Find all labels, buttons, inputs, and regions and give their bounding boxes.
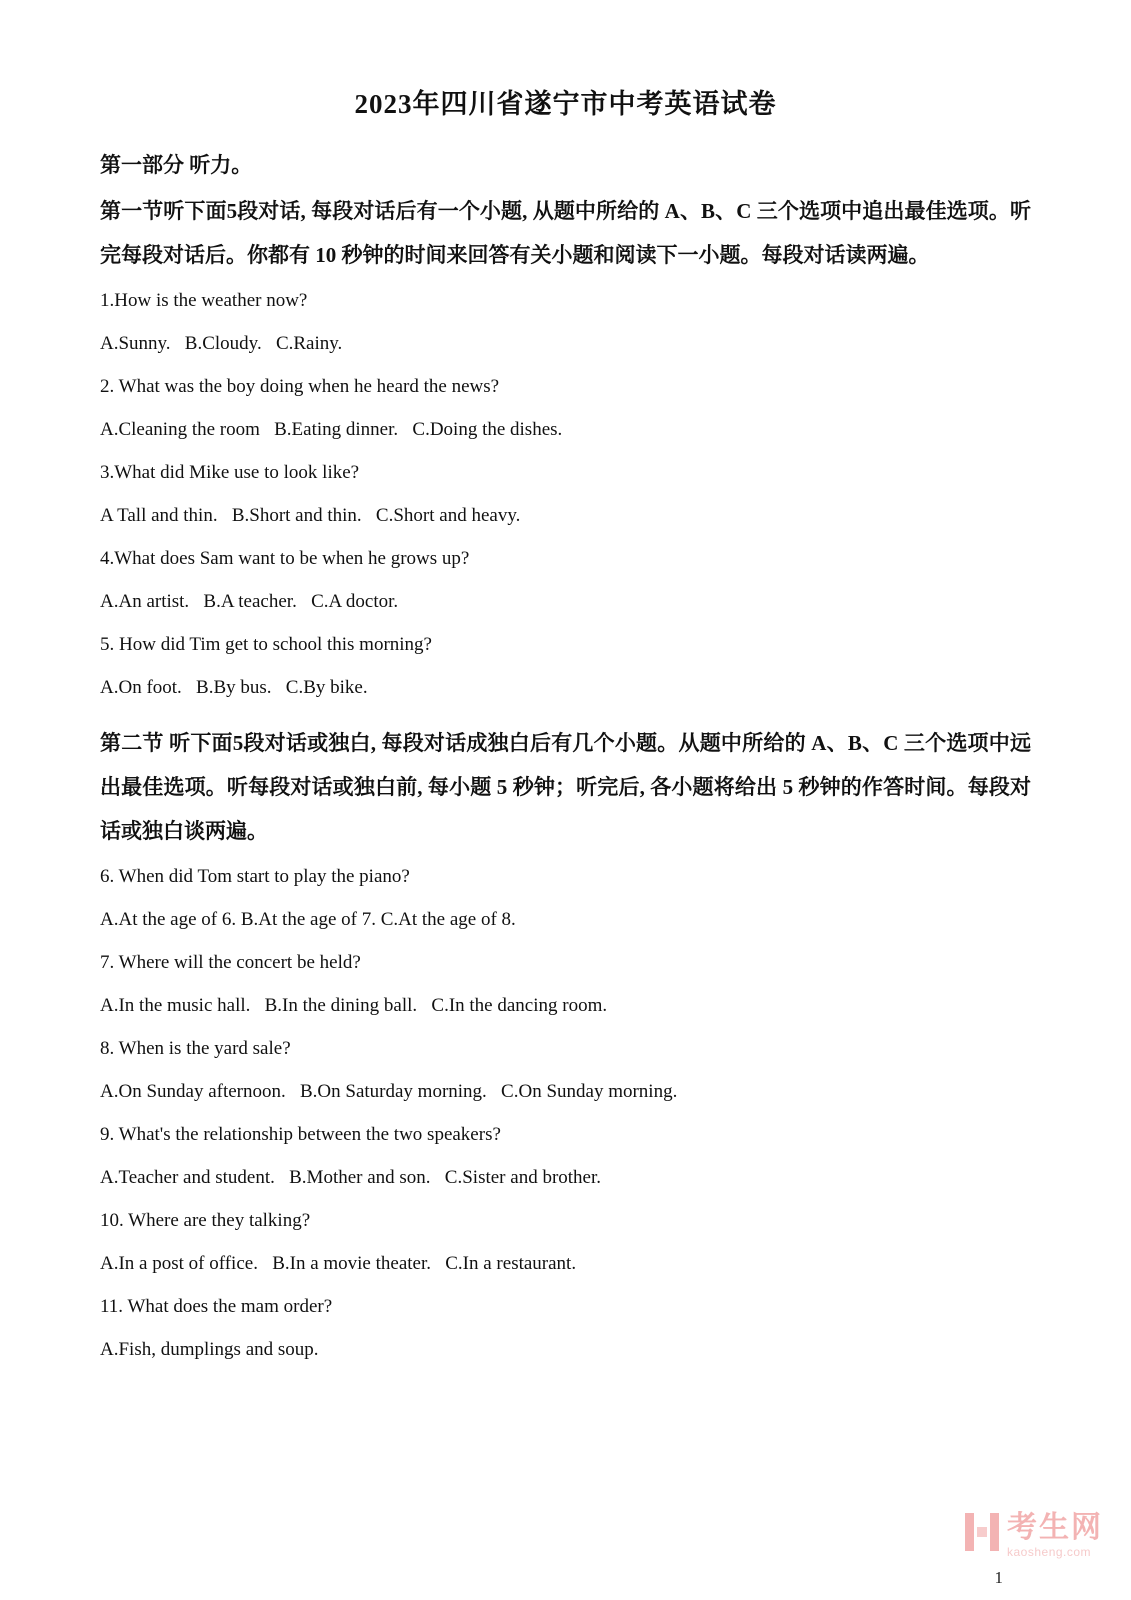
question-text: 10. Where are they talking? <box>100 1210 311 1231</box>
question-options: A.Sunny. B.Cloudy. C.Rainy. <box>100 333 343 354</box>
question-options: A.In the music hall. B.In the dining ball. C.In the dancing room. <box>100 995 608 1016</box>
question-options: A.An artist. B.A teacher. C.A doctor. <box>100 591 399 612</box>
question-text: 2. What was the boy doing when he heard the news? <box>100 376 500 397</box>
question-options: A.On foot. B.By bus. C.By bike. <box>100 677 368 698</box>
watermark-text <box>1007 1513 1103 1558</box>
kaosheng-watermark <box>965 1513 1103 1558</box>
question-text: 7. Where will the concert be held? <box>100 952 361 973</box>
question-text: 3.What did Mike use to look like? <box>100 462 360 483</box>
question-options: A.On Sunday afternoon. B.On Saturday morning. C.On Sunday morning. <box>100 1081 678 1102</box>
kaosheng-logo-icon <box>965 1513 999 1551</box>
question-options: A.Fish, dumplings and soup. <box>100 1339 319 1360</box>
page-number: 1 <box>994 1568 1003 1587</box>
question-text: 5. How did Tim get to school this morning? <box>100 634 432 655</box>
section2-questions <box>100 867 1031 1360</box>
section1-instructions: 第一节听下面5段对话, 每段对话后有一个小题, 从题中所给的 A、B、C 三个选项中追出最佳选项。听完每段对话后。你都有 10 秒钟的时间来回答有关小题和阅读下一小题。每段对话读两遍。 <box>100 199 1031 267</box>
question-options: A Tall and thin. B.Short and thin. C.Short and heavy. <box>100 505 521 526</box>
question-text: 6. When did Tom start to play the piano? <box>100 866 410 887</box>
question-text: 11. What does the mam order? <box>100 1296 333 1317</box>
question-options: A.At the age of 6. B.At the age of 7. C.At the age of 8. <box>100 909 516 930</box>
document-title: 2023年四川省遂宁市中考英语试卷 <box>354 89 777 119</box>
question-text: 1.How is the weather now? <box>100 290 308 311</box>
question-options: A.Teacher and student. B.Mother and son. C.Sister and brother. <box>100 1167 602 1188</box>
question-text: 9. What's the relationship between the two speakers? <box>100 1124 501 1145</box>
question-text: 8. When is the yard sale? <box>100 1038 291 1059</box>
section2-instructions: 第二节 听下面5段对话或独白, 每段对话成独白后有几个小题。从题中所给的 A、B、C 三个选项中远出最佳选项。听每段对话或独白前, 每小题 5 秒钟；听完后, 各小题将给出 5 秒钟的作答时间。每段对话或独白谈两遍。 <box>100 731 1031 843</box>
watermark-domain: kaosheng.com <box>1007 1545 1092 1559</box>
question-options: A.In a post of office. B.In a movie theater. C.In a restaurant. <box>100 1253 577 1274</box>
question-options: A.Cleaning the room B.Eating dinner. C.Doing the dishes. <box>100 419 563 440</box>
part1-heading: 第一部分 听力。 <box>100 153 253 177</box>
question-text: 4.What does Sam want to be when he grows up? <box>100 548 470 569</box>
section1-questions <box>100 291 1031 698</box>
watermark-brand: 考生网 <box>1007 1511 1103 1544</box>
